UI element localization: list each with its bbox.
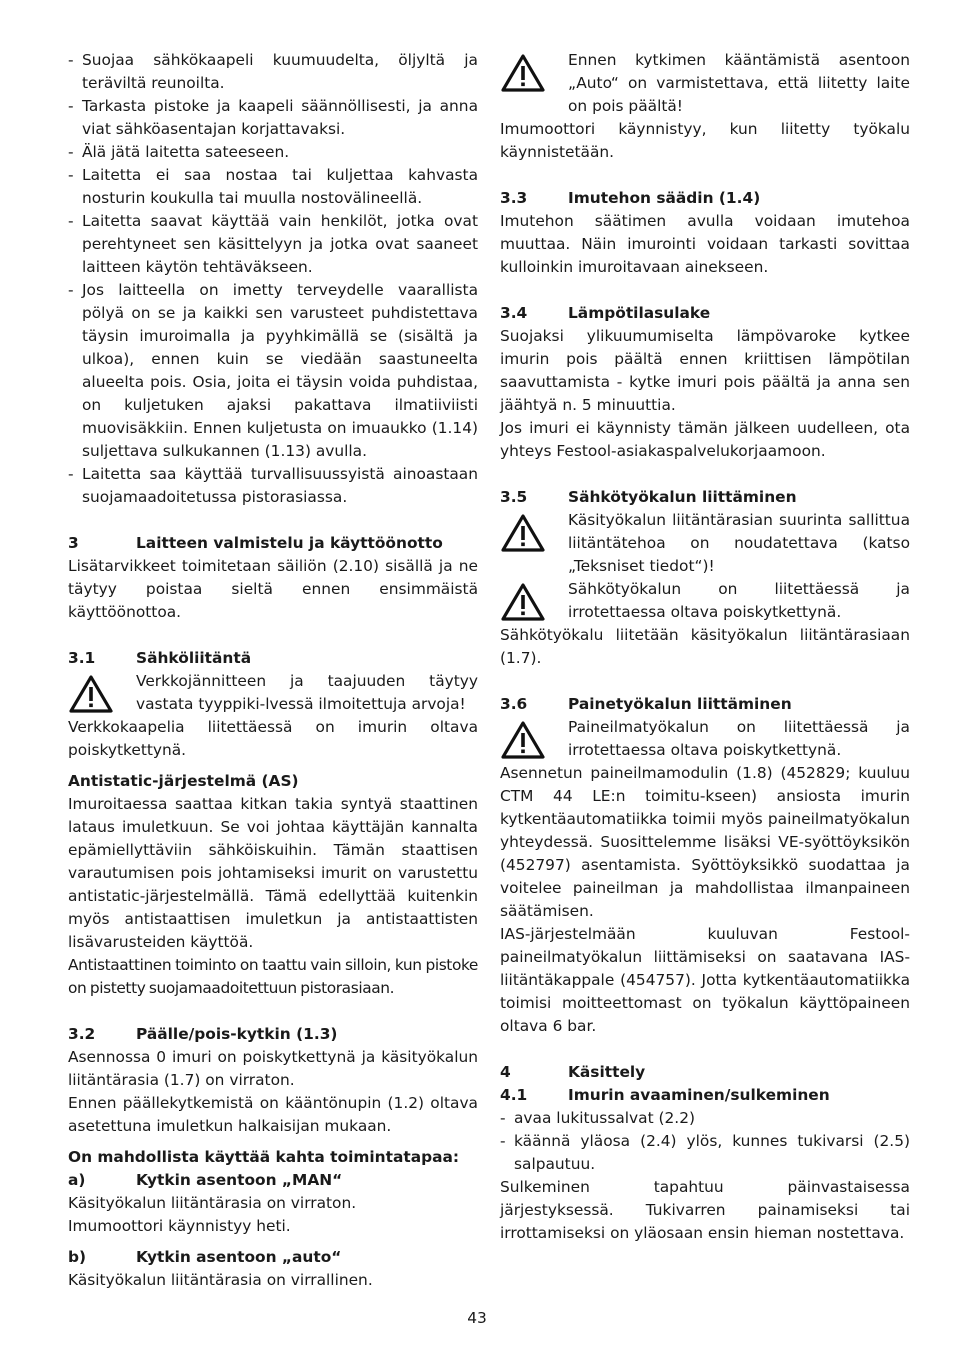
section-text: Lisätarvikkeet toimitetaan säiliön (2.10) sisällä ja ne täytyy poistaa sieltä ennen ensimmäistä käyttöönottoa. [68, 557, 478, 621]
list-item: - Jos laitteella on imetty terveydelle vaarallista pölyä on se ja kaikki sen varusteet puhdistettava täysin imuroimalla ja pyyhkimällä se (sisältä ja ulkoa), ennen kuin se viedään saastuneelta alueelta pois. Osia, joita ei täysin voida puhdistaa, on kuljetuken ajaksi pakattava ilmatiiviisti muovisäkkiin. Ennen kuljetusta on imuaukko (1.14) suljettava sulkukannen (1.13) avulla. [68, 279, 478, 463]
mode-text: Imumoottori käynnistyy heti. [68, 1217, 291, 1235]
section-number: 3 [68, 534, 79, 552]
section-number: 3.4 [500, 304, 528, 322]
section-text: Imutehon säätimen avulla voidaan imutehoa muuttaa. Näin imurointi voidaan tarkasti sovittaa kulloinkin imuroitavaan ainekseen. [500, 212, 910, 276]
list-item: - Älä jätä laitetta sateeseen. [68, 141, 478, 164]
warning-block [500, 716, 910, 762]
section-text: Asennossa 0 imuri on poiskytkettynä ja käsityökalun liitäntärasia (1.7) on virraton. [68, 1048, 478, 1089]
section-number: 3.6 [500, 695, 528, 713]
section-title: Imurin avaaminen/sulkeminen [568, 1086, 830, 1104]
right-column [500, 49, 910, 1245]
section-text: Asennetun paineilmamodulin (1.8) (452829; kuuluu CTM 44 LE:n toimitu-kseen) ansiosta imurin kytkentäautomatiikka toimii myös paineilmatyökalun yhteydessä. Suosittelemme lisäksi VE-syöttöyksikön (452797) asentamista. Syöttöyksikkö suodattaa ja voitelee paineilman ja mahdollistaa ilmanpaineen säätämisen. [500, 764, 910, 920]
warning-block [500, 578, 910, 624]
section-text: Sähkötyökalu liitetään käsityökalun liitäntärasiaan (1.7). [500, 626, 910, 667]
warning-triangle-icon [500, 716, 568, 760]
warning-triangle-icon [68, 670, 136, 714]
section-text: Verkkokaapelia liitettäessä on imurin oltava poiskytkettynä. [68, 718, 478, 759]
antistatic-text: Imuroitaessa saattaa kitkan takia syntyä staattinen lataus imuletkuun. Se voi johtaa käyttäjän kannalta epämiellyttäviin sähköiskuihin. Tämän staattisen varautumisen pois johtamiseksi imurit on varustettu antistatic-järjestelmällä. Tämä edellyttää kuitenkin myös antistaattisen imuletkun ja antistaattisten lisävarusteiden käyttöä. [68, 795, 478, 951]
section-number: 4 [500, 1063, 511, 1081]
list-item: - Laitetta saa käyttää turvallisuussyistä ainoastaan suojamaadoitetussa pistorasiassa. [68, 463, 478, 509]
section-title: Käsittely [568, 1063, 646, 1081]
mode-text: Käsityökalun liitäntärasia on virraton. [68, 1194, 357, 1212]
warning-block [68, 670, 478, 716]
section-number: 3.3 [500, 189, 528, 207]
warning-text: Paineilmatyökalun on liitettäessä ja irrotettaessa oltava poiskytkettynä. [568, 718, 910, 759]
mode-label: b) [68, 1248, 87, 1266]
section-text: Jos imuri ei käynnisty tämän jälkeen uudelleen, ota yhteys Festool-asiakaspalvelukorjaamoon. [500, 419, 910, 460]
section-title: Sähkötyökalun liittäminen [568, 488, 797, 506]
section-text: Sulkeminen tapahtuu päinvastaisessa järjestyksessä. Tukivarren painamiseksi tai irrottamiseksi on yläosaan ensin hieman nostettava. [500, 1178, 910, 1242]
mode-b-heading [68, 1246, 478, 1269]
mode-title: Kytkin asentoon „MAN“ [136, 1171, 343, 1189]
section-heading-3-1 [68, 647, 478, 670]
mode-label: a) [68, 1171, 86, 1189]
section-title: Painetyökalun liittäminen [568, 695, 792, 713]
antistatic-text-2: Antistaattinen toiminto on taattu vain silloin, kun pistoke on pistetty suojamaadoitettuun pistorasiaan. [68, 956, 478, 997]
warning-block [500, 509, 910, 578]
list-item: - Laitetta saavat käyttää vain henkilöt, jotka ovat perehtyneet sen käsittelyyn ja jotka ovat saaneet laitteen käytön tehtäväkseen. [68, 210, 478, 279]
section-heading-3-6 [500, 693, 910, 716]
section-text: IAS-järjestelmään kuuluvan Festool-paineilmatyökalun liittämiseksi on saatavana IAS-liitäntäkappale (454757). Jotta kytkentäautomatiikka toimisi moitteettomast on työkalun käyttöpaineen oltava 6 bar. [500, 925, 910, 1035]
antistatic-heading: Antistatic-järjestelmä (AS) [68, 772, 299, 790]
section-heading-3-3 [500, 187, 910, 210]
left-column [68, 49, 478, 1292]
section-title: Päälle/pois-kytkin (1.3) [136, 1025, 338, 1043]
section-number: 4.1 [500, 1086, 528, 1104]
page-number: 43 [467, 1309, 487, 1327]
section-number: 3.1 [68, 649, 96, 667]
section-heading-3-2 [68, 1023, 478, 1046]
warning-block [500, 49, 910, 118]
section-heading-3-5 [500, 486, 910, 509]
mode-title: Kytkin asentoon „auto“ [136, 1248, 342, 1266]
section-text: Ennen päällekytkemistä on kääntönupin (1.2) oltava asetettuna imuletkun halkaisijan mukaan. [68, 1094, 478, 1135]
list-item: - käännä yläosa (2.4) ylös, kunnes tukivarsi (2.5) salpautuu. [500, 1130, 910, 1176]
mode-text: Käsityökalun liitäntärasia on virrallinen. [68, 1271, 373, 1289]
modes-heading: On mahdollista käyttää kahta toimintatapaa: [68, 1148, 460, 1166]
section-text: Suojaksi ylikuumumiselta lämpövaroke kytkee imurin pois päältä ennen kriittisen lämpötilan saavuttamista - kytke imuri pois päältä ja anna sen jäähtyä n. 5 minuuttia. [500, 327, 910, 414]
section-title: Imutehon säädin (1.4) [568, 189, 761, 207]
warning-triangle-icon [500, 509, 568, 553]
section-heading-4 [500, 1061, 910, 1084]
warning-text: Sähkötyökalun on liitettäessä ja irrotettaessa oltava poiskytkettynä. [568, 580, 910, 621]
list-item: - Suojaa sähkökaapeli kuumuudelta, öljyltä ja teräviltä reunoilta. [68, 49, 478, 95]
list-item: - Tarkasta pistoke ja kaapeli säännöllisesti, ja anna viat sähköasentajan korjattavaksi. [68, 95, 478, 141]
section-number: 3.5 [500, 488, 528, 506]
list-item: - Laitetta ei saa nostaa tai kuljettaa kahvasta nosturin koukulla tai muulla nostovälineellä. [68, 164, 478, 210]
section-heading-3 [68, 532, 478, 555]
warning-text: Käsityökalun liitäntärasian suurinta sallittua liitäntätehoa on noudatettava (katso „Teksniset tiedot“)! [568, 511, 910, 575]
safety-bullet-list [68, 49, 478, 509]
mode-a-heading [68, 1169, 478, 1192]
warning-triangle-icon [500, 49, 568, 93]
section-number: 3.2 [68, 1025, 96, 1043]
section-title: Lämpötilasulake [568, 304, 711, 322]
warning-text: Verkkojännitteen ja taajuuden täytyy vastata tyyppiki-lvessä ilmoitettuja arvoja! [136, 672, 478, 713]
section-title: Sähköliitäntä [136, 649, 252, 667]
warning-triangle-icon [500, 578, 568, 622]
section-title: Laitteen valmistelu ja käyttöönotto [136, 534, 443, 552]
section-heading-3-4 [500, 302, 910, 325]
warning-text: Ennen kytkimen kääntämistä asentoon „Auto“ on varmistettava, että liitetty laite on pois päältä! [568, 51, 910, 115]
section-heading-4-1 [500, 1084, 910, 1107]
list-item: - avaa lukitussalvat (2.2) [500, 1107, 910, 1130]
section-text: Imumoottori käynnistyy, kun liitetty työkalu käynnistetään. [500, 120, 910, 161]
